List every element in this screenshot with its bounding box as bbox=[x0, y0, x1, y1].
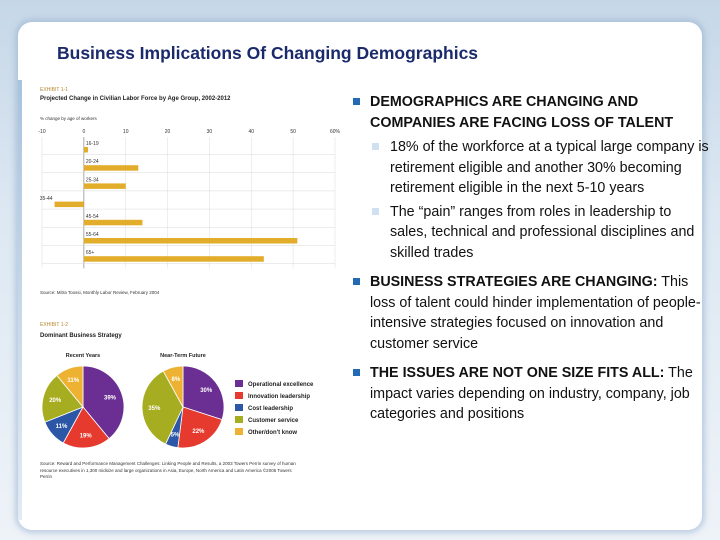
legend-label: Innovation leadership bbox=[248, 394, 311, 400]
exhibit2-label: EXHIBIT 1-2 bbox=[40, 322, 68, 328]
category-label: 55-64 bbox=[85, 232, 99, 238]
bullet-marker bbox=[353, 278, 360, 285]
legend-label: Cost leadership bbox=[248, 406, 294, 412]
exhibit2-title: Dominant Business Strategy bbox=[40, 333, 122, 339]
legend-swatch bbox=[235, 428, 243, 435]
pie-title: Near-Term Future bbox=[160, 353, 206, 359]
bar-25-34 bbox=[84, 183, 126, 189]
labor-force-bar-chart bbox=[30, 125, 340, 285]
x-tick-label: 20 bbox=[164, 129, 171, 135]
bar-16-19 bbox=[84, 147, 88, 153]
bullet-issues-text: The impact varies depending on industry, company, job categories and positions bbox=[370, 365, 693, 422]
bar-65+ bbox=[84, 256, 264, 262]
x-tick-label: 0 bbox=[82, 129, 86, 135]
legend-swatch bbox=[235, 404, 243, 411]
slice-label: 19% bbox=[79, 433, 92, 440]
exhibit1-label: EXHIBIT 1-1 bbox=[40, 87, 68, 93]
slice-label: 30% bbox=[200, 388, 213, 395]
slice-label: 20% bbox=[49, 397, 62, 404]
category-label: 20-24 bbox=[85, 159, 99, 166]
x-tick-label: 40 bbox=[248, 129, 255, 135]
sub-bullet-list bbox=[370, 137, 710, 263]
exhibit2-source: Source: Reward and Performance Management Challenges: Linking People and Results, a 2003 Towers Perrin survey of human resource executives in 1,300 midsize and large organizations in Asia, Europe, North America and Latin America ©2005 Towers Perrin bbox=[40, 461, 296, 480]
category-label: 45-54 bbox=[85, 213, 99, 220]
slice-label: 11% bbox=[55, 423, 68, 430]
bullet-marker bbox=[353, 98, 360, 105]
x-tick-label: 10 bbox=[122, 129, 129, 135]
bullet-strategies bbox=[350, 272, 710, 354]
slice-label: 35% bbox=[148, 405, 161, 412]
bullet-issues bbox=[350, 363, 710, 425]
legend-swatch bbox=[235, 392, 243, 399]
category-label: 25-34 bbox=[85, 177, 99, 184]
slice-label: 5% bbox=[170, 432, 180, 439]
slice-label: 8% bbox=[171, 377, 181, 384]
legend-label: Other/don't know bbox=[248, 430, 298, 436]
slice-label: 11% bbox=[67, 377, 80, 384]
sub-bullet-marker bbox=[372, 143, 379, 150]
slice-label: 22% bbox=[192, 429, 205, 436]
legend-swatch bbox=[235, 416, 243, 423]
exhibit1-source: Source: Mitra Toossi, Monthly Labor Review, February 2004 bbox=[40, 290, 160, 295]
bar-55-64 bbox=[84, 238, 297, 244]
business-strategy-pie-charts bbox=[20, 346, 350, 458]
slice-label: 39% bbox=[103, 395, 117, 402]
pie-title: Recent Years bbox=[65, 353, 101, 359]
legend-label: Operational excellence bbox=[248, 382, 314, 388]
bullet-demographics bbox=[350, 92, 710, 133]
sub-bullet-pain bbox=[370, 202, 710, 264]
slide-title: Business Implications Of Changing Demographics bbox=[57, 43, 479, 63]
x-tick-label: 50 bbox=[290, 129, 296, 135]
sub-bullet-pain-text: The “pain” ranges from roles in leadership to sales, technical and professional disciplines and skilled trades bbox=[390, 203, 695, 261]
bullet-marker bbox=[353, 369, 360, 376]
category-label: 35-44 bbox=[39, 196, 53, 203]
bullet-issues-heading: THE ISSUES ARE NOT ONE SIZE FITS ALL: bbox=[370, 365, 665, 381]
sub-bullet-marker bbox=[372, 208, 379, 215]
bar-45-54 bbox=[84, 220, 143, 226]
x-tick-label: 30 bbox=[206, 129, 213, 135]
x-tick-label: -10 bbox=[38, 129, 46, 135]
category-label: 65+ bbox=[85, 250, 95, 257]
legend-label: Customer service bbox=[248, 418, 299, 424]
bar-20-24 bbox=[84, 165, 138, 171]
exhibit1-axis-label: % change by age of workers bbox=[40, 116, 97, 121]
category-label: 16-19 bbox=[85, 141, 99, 147]
bullet-strategies-text: This loss of talent could hinder implementation of people-intensive strategies focused on innovation and customer service bbox=[370, 274, 701, 352]
exhibit1-title: Projected Change in Civilian Labor Force by Age Group, 2002-2012 bbox=[40, 96, 231, 102]
sub-bullet-retirement-text: 18% of the workforce at a typical large company is retirement eligible and another 30% becoming retirement eligible in the next 5-10 years bbox=[390, 139, 709, 196]
bullet-demographics-text: DEMOGRAPHICS ARE CHANGING AND COMPANIES ARE FACING LOSS OF TALENT bbox=[370, 94, 674, 131]
bullet-list bbox=[350, 92, 710, 425]
sub-bullet-retirement bbox=[370, 137, 710, 199]
x-tick-label: 60% bbox=[329, 129, 340, 135]
legend-swatch bbox=[235, 380, 243, 387]
bar-35-44 bbox=[55, 202, 84, 208]
bullet-strategies-heading: BUSINESS STRATEGIES ARE CHANGING: bbox=[370, 274, 658, 290]
